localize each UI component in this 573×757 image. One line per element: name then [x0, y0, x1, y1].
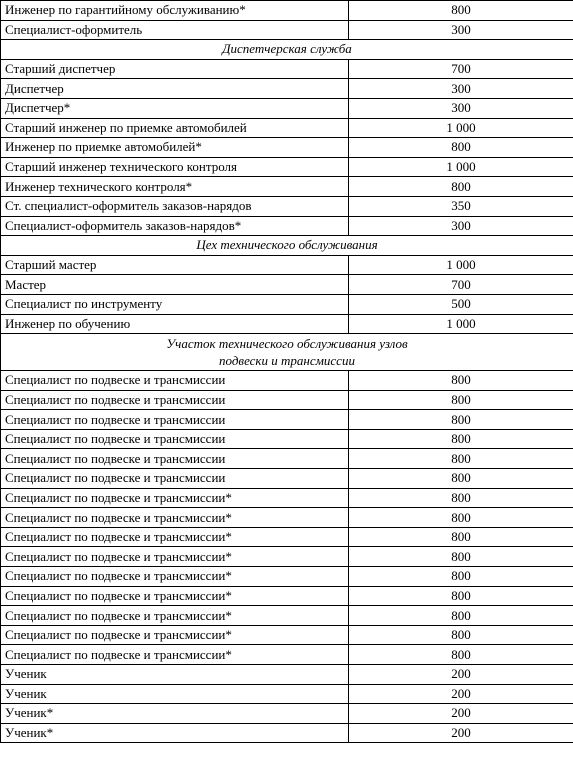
value-cell: 800	[349, 429, 573, 449]
value-cell: 300	[349, 216, 573, 236]
table-row	[1, 625, 573, 645]
value-cell: 800	[349, 410, 573, 430]
position-cell: Специалист по подвеске и трансмиссии*	[1, 586, 349, 606]
value-cell: 300	[349, 79, 573, 99]
table-row	[1, 645, 573, 665]
table-row	[1, 527, 573, 547]
value-cell: 200	[349, 704, 573, 724]
position-cell: Ученик*	[1, 704, 349, 724]
table-row	[1, 508, 573, 528]
value-cell: 700	[349, 59, 573, 79]
section-title-line: Участок технического обслуживания узлов	[166, 336, 408, 352]
value-cell: 800	[349, 138, 573, 158]
value-cell: 800	[349, 488, 573, 508]
table-row	[1, 547, 573, 567]
position-cell: Ученик	[1, 665, 349, 685]
section-title: Диспетчерская служба	[1, 40, 573, 60]
table-row	[1, 606, 573, 626]
table-row	[1, 567, 573, 587]
value-cell: 350	[349, 196, 573, 216]
position-cell: Специалист по подвеске и трансмиссии*	[1, 527, 349, 547]
position-cell: Специалист-оформитель заказов-нарядов*	[1, 216, 349, 236]
table-row	[1, 275, 573, 295]
table-row	[1, 79, 573, 99]
position-cell: Специалист по подвеске и трансмиссии*	[1, 508, 349, 528]
value-cell: 700	[349, 275, 573, 295]
table-row	[1, 449, 573, 469]
table-row	[1, 704, 573, 724]
value-cell: 800	[349, 449, 573, 469]
position-cell: Старший инженер по приемке автомобилей	[1, 118, 349, 138]
value-cell: 800	[349, 469, 573, 489]
position-cell: Специалист по подвеске и трансмиссии*	[1, 625, 349, 645]
section-header-row	[1, 236, 573, 256]
value-cell: 1 000	[349, 255, 573, 275]
position-cell: Инженер по приемке автомобилей*	[1, 138, 349, 158]
value-cell: 800	[349, 371, 573, 391]
value-cell: 500	[349, 294, 573, 314]
value-cell: 800	[349, 390, 573, 410]
position-cell: Инженер технического контроля*	[1, 177, 349, 197]
table-row	[1, 196, 573, 216]
value-cell: 800	[349, 645, 573, 665]
value-cell: 800	[349, 508, 573, 528]
value-cell: 1 000	[349, 157, 573, 177]
value-cell: 200	[349, 665, 573, 685]
section-header-row	[1, 40, 573, 60]
table-row	[1, 294, 573, 314]
position-cell: Ст. специалист-оформитель заказов-нарядов	[1, 196, 349, 216]
table-row	[1, 665, 573, 685]
position-cell: Специалист по инструменту	[1, 294, 349, 314]
table-row	[1, 157, 573, 177]
table-row	[1, 390, 573, 410]
position-cell: Специалист по подвеске и трансмиссии	[1, 429, 349, 449]
table-row	[1, 98, 573, 118]
position-cell: Специалист по подвеске и трансмиссии	[1, 371, 349, 391]
position-cell: Специалист по подвеске и трансмиссии*	[1, 488, 349, 508]
table-row	[1, 59, 573, 79]
table-row	[1, 20, 573, 40]
position-cell: Специалист по подвеске и трансмиссии	[1, 449, 349, 469]
table-row	[1, 469, 573, 489]
position-cell: Диспетчер*	[1, 98, 349, 118]
position-cell: Ученик*	[1, 723, 349, 743]
table-row	[1, 488, 573, 508]
value-cell: 1 000	[349, 314, 573, 334]
position-cell: Специалист-оформитель	[1, 20, 349, 40]
table-row	[1, 1, 573, 21]
table-row	[1, 586, 573, 606]
position-cell: Старший диспетчер	[1, 59, 349, 79]
value-cell: 300	[349, 98, 573, 118]
table-row	[1, 118, 573, 138]
table-row	[1, 177, 573, 197]
section-title-line: подвески и трансмиссии	[219, 353, 355, 369]
value-cell: 800	[349, 606, 573, 626]
value-cell: 800	[349, 625, 573, 645]
value-cell: 800	[349, 177, 573, 197]
value-cell: 800	[349, 547, 573, 567]
position-cell: Специалист по подвеске и трансмиссии	[1, 469, 349, 489]
staff-table-body	[1, 1, 573, 743]
table-row	[1, 255, 573, 275]
table-row	[1, 314, 573, 334]
position-cell: Специалист по подвеске и трансмиссии*	[1, 645, 349, 665]
position-cell: Старший мастер	[1, 255, 349, 275]
position-cell: Мастер	[1, 275, 349, 295]
position-cell: Специалист по подвеске и трансмиссии	[1, 410, 349, 430]
table-row	[1, 410, 573, 430]
value-cell: 1 000	[349, 118, 573, 138]
table-row	[1, 723, 573, 743]
position-cell: Специалист по подвеске и трансмиссии*	[1, 567, 349, 587]
position-cell: Инженер по гарантийному обслуживанию*	[1, 1, 349, 21]
position-cell: Диспетчер	[1, 79, 349, 99]
value-cell: 200	[349, 684, 573, 704]
value-cell: 300	[349, 20, 573, 40]
position-cell: Ученик	[1, 684, 349, 704]
table-row	[1, 371, 573, 391]
position-cell: Специалист по подвеске и трансмиссии*	[1, 606, 349, 626]
position-cell: Старший инженер технического контроля	[1, 157, 349, 177]
table-row	[1, 684, 573, 704]
value-cell: 800	[349, 1, 573, 21]
value-cell: 800	[349, 567, 573, 587]
table-row	[1, 138, 573, 158]
position-cell: Инженер по обучению	[1, 314, 349, 334]
section-title	[1, 334, 573, 371]
table-row	[1, 429, 573, 449]
value-cell: 800	[349, 527, 573, 547]
table-row	[1, 216, 573, 236]
value-cell: 200	[349, 723, 573, 743]
position-cell: Специалист по подвеске и трансмиссии*	[1, 547, 349, 567]
value-cell: 800	[349, 586, 573, 606]
section-title: Цех технического обслуживания	[1, 236, 573, 256]
section-header-row	[1, 334, 573, 371]
position-cell: Специалист по подвеске и трансмиссии	[1, 390, 349, 410]
